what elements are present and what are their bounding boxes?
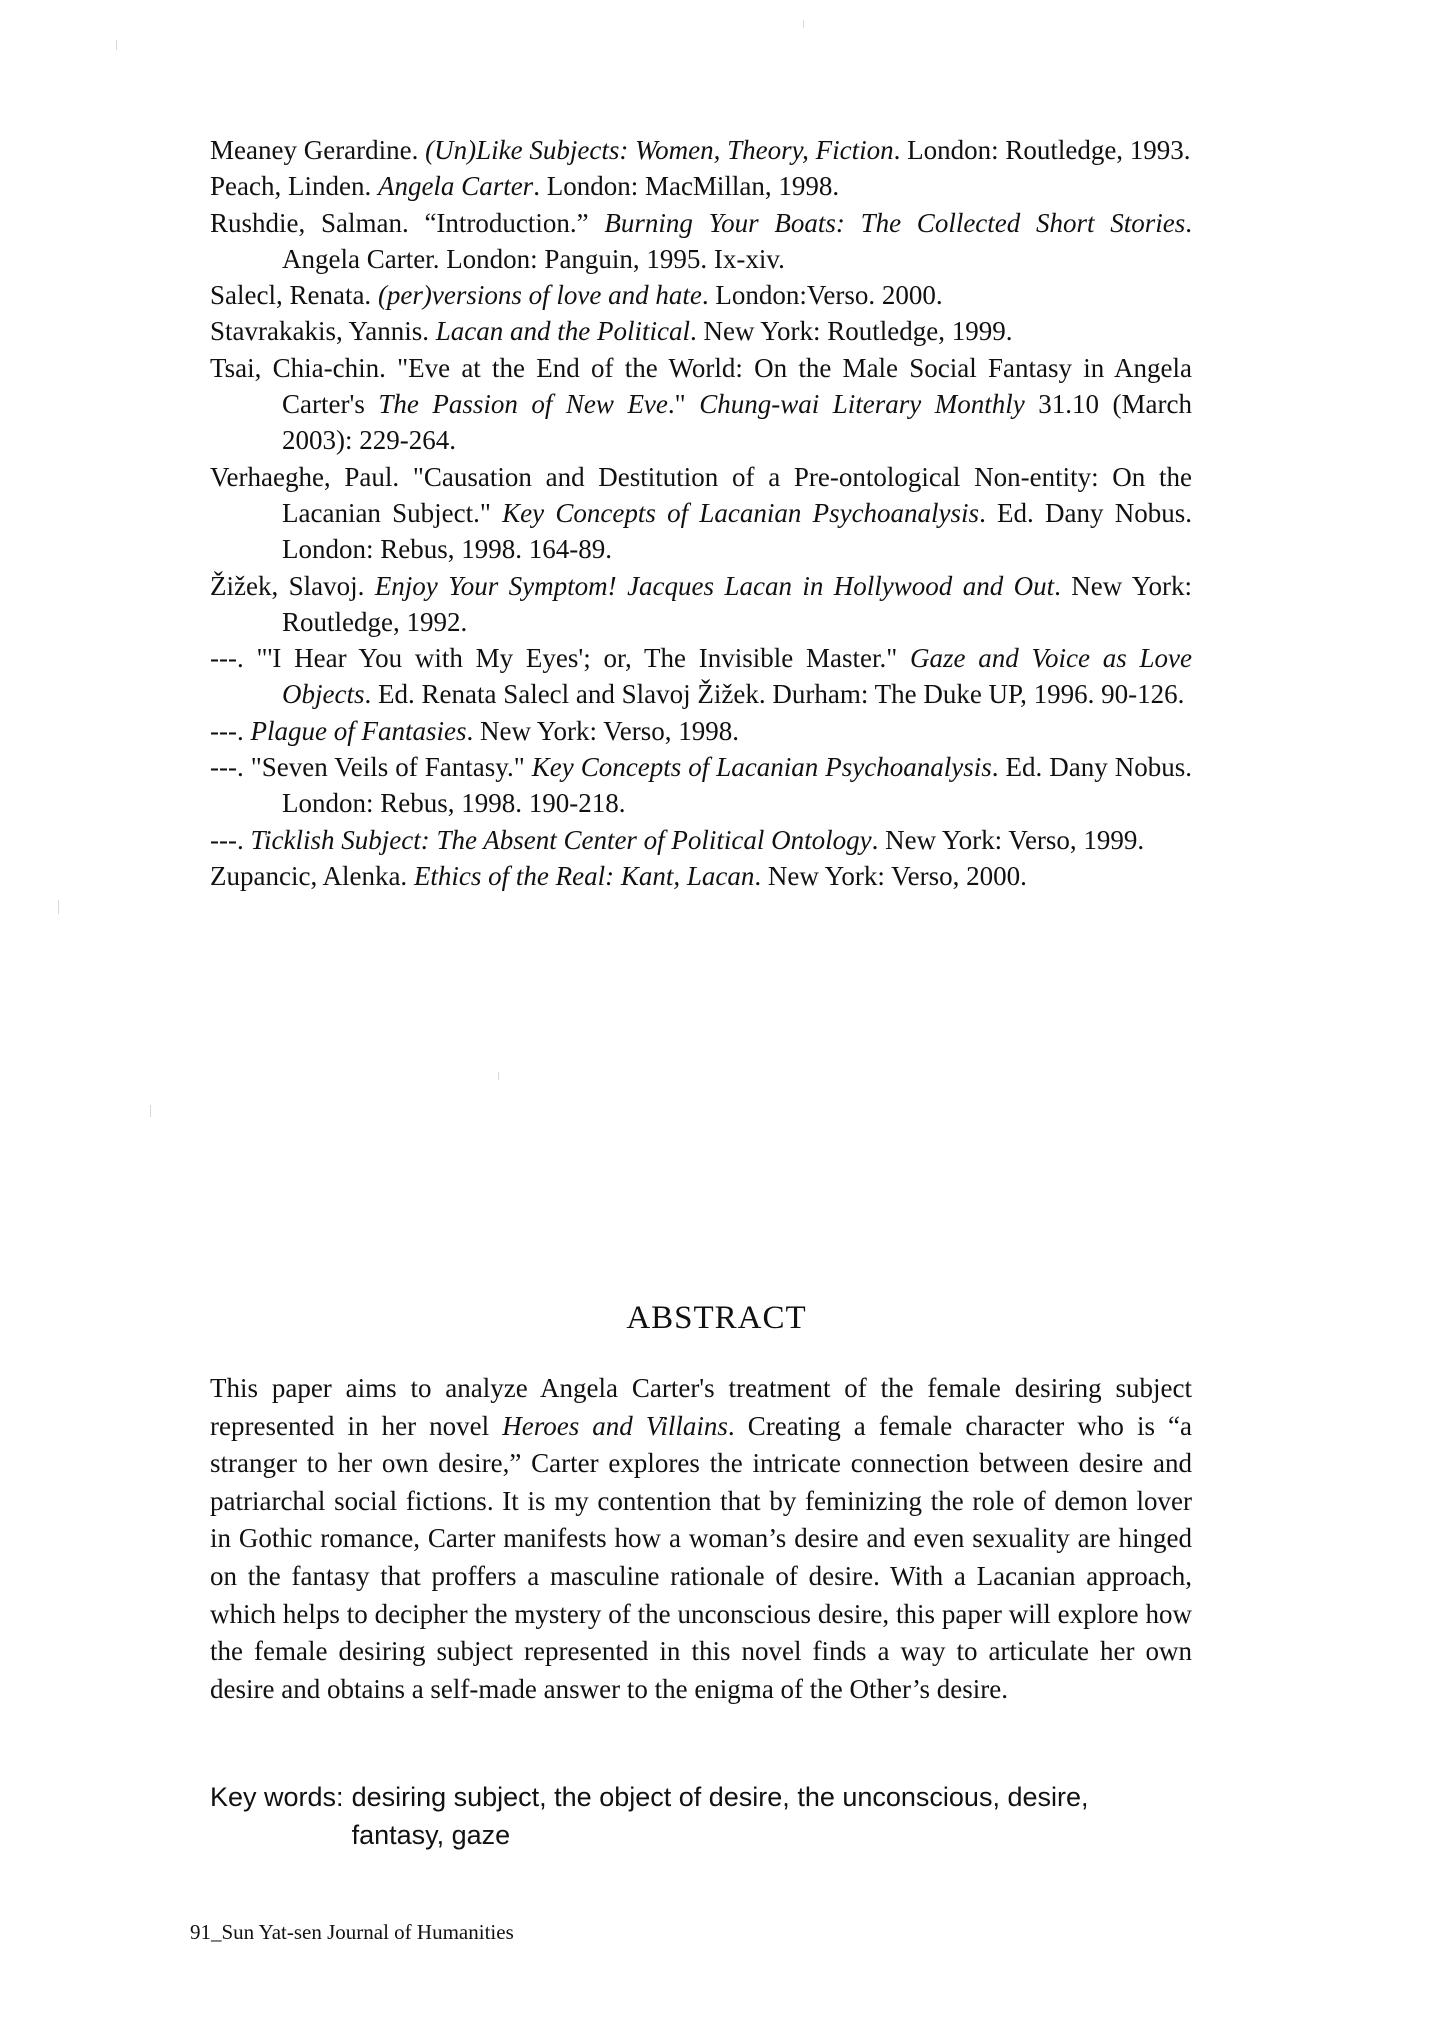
italic-text: (per)versions of love and hate xyxy=(377,280,702,311)
italic-text: Burning Your Boats: The Collected Short Stories xyxy=(604,207,1186,238)
italic-text: Lacan and the Political xyxy=(435,316,690,347)
reference-entry xyxy=(210,713,1192,749)
abstract-heading: ABSTRACT xyxy=(626,1300,807,1336)
italic-text: Key Concepts of Lacanian Psychoanalysis xyxy=(502,497,980,528)
text-run: Tsai, Chia-chin. "Eve at the End of the World: On the Male Social Fantasy in Angela Carter's xyxy=(210,352,1192,420)
text-run: . London: MacMillan, 1998. xyxy=(533,171,840,202)
text-run: . Ed. Renata Salecl and Slavoj Žižek. Durham: The Duke UP, 1996. 90-126. xyxy=(364,679,1185,710)
text-run: . New York: Verso, 1998. xyxy=(466,715,739,746)
italic-text: (Un)Like Subjects: Women, Theory, Fiction xyxy=(425,135,894,165)
text-run: . London:Verso. 2000. xyxy=(701,280,943,311)
text-run: ." xyxy=(667,389,700,420)
scan-speck xyxy=(803,20,804,28)
text-run: Salecl, Renata. xyxy=(210,280,378,311)
reference-entry xyxy=(210,749,1192,822)
reference-entry xyxy=(210,350,1192,459)
scan-speck xyxy=(498,1072,499,1080)
text-run: . Creating a female character who is “a stranger to her own desire,” Carter explores the intricate connection between desire and patriarchal social fictions. It is my contention that by feminizing the role of demon lover in Gothic romance, Carter manifests how a woman’s desire and even sexuality are hinged on the fantasy that proffers a masculine rationale of desire. With a Lacanian approach, which helps to decipher the mystery of the unconscious desire, this paper will explore how the female desiring subject represented in this novel finds a way to articulate her own desire and obtains a self-made answer to the enigma of the Other’s desire. xyxy=(210,1410,1193,1704)
italic-text: Chung-wai Literary Monthly xyxy=(699,389,1025,420)
keywords-label: Key words: xyxy=(210,1782,344,1812)
text-run: . New York: Verso, 1999. xyxy=(871,824,1145,855)
keywords-text: desiring subject, the object of desire, the unconscious, desire, fantasy, gaze xyxy=(351,1782,1089,1850)
text-run: ---. "'I Hear You with My Eyes'; or, The Invisible Master." xyxy=(210,643,910,674)
reference-entry xyxy=(210,277,1192,313)
italic-text: Angela Carter xyxy=(377,171,534,202)
text-run: . New York: Routledge, 1999. xyxy=(690,316,1013,347)
scan-speck xyxy=(58,900,59,914)
text-run: ---. "Seven Veils of Fantasy." xyxy=(210,752,532,783)
text-run: Meaney Gerardine. xyxy=(210,135,426,165)
scan-speck xyxy=(116,40,117,50)
text-run: Stavrakakis, Yannis. xyxy=(210,316,436,347)
scan-speck xyxy=(150,1105,151,1117)
italic-text: Plague of Fantasies xyxy=(250,715,467,746)
text-run: ---. xyxy=(210,715,251,746)
italic-text: Enjoy Your Symptom! Jacques Lacan in Hollywood and Out xyxy=(374,570,1055,601)
reference-entry xyxy=(210,822,1192,858)
italic-text: Heroes and Villains xyxy=(502,1410,728,1441)
italic-text: Ethics of the Real: Kant, Lacan xyxy=(413,860,755,891)
text-run: Rushdie, Salman. “Introduction.” xyxy=(210,207,605,238)
keywords-section xyxy=(210,1778,1210,1854)
reference-entry xyxy=(210,858,1192,894)
italic-text: The Passion of New Eve xyxy=(378,389,668,420)
text-run: 31.10 (March 2003): 229-264. xyxy=(282,389,1192,456)
text-run: . New York: Routledge, 1992. xyxy=(282,570,1192,637)
reference-entry xyxy=(210,168,1192,204)
text-run: . Ed. Dany Nobus. London: Rebus, 1998. 190-218. xyxy=(282,752,1193,819)
reference-entry xyxy=(210,568,1192,641)
reference-entry xyxy=(210,459,1192,568)
reference-entry xyxy=(210,205,1192,278)
text-run: Peach, Linden. xyxy=(210,171,378,202)
reference-entry xyxy=(210,132,1192,168)
page-footer: 91_Sun Yat-sen Journal of Humanities xyxy=(190,1920,514,1944)
reference-entry xyxy=(210,640,1192,713)
text-run: This paper aims to analyze Angela Carter's treatment of the female desiring subject represented in her novel xyxy=(210,1373,1192,1441)
text-run: . New York: Verso, 2000. xyxy=(754,860,1027,891)
text-run: Zupancic, Alenka. xyxy=(210,860,414,891)
italic-text: Key Concepts of Lacanian Psychoanalysis xyxy=(531,752,992,783)
text-run: . London: Routledge, 1993. xyxy=(893,135,1191,165)
reference-entry xyxy=(210,313,1192,349)
text-run: Žižek, Slavoj. xyxy=(210,570,375,601)
text-run: ---. xyxy=(210,824,251,855)
italic-text: Ticklish Subject: The Absent Center of Political Ontology xyxy=(250,824,872,855)
text-run: . Angela Carter. London: Panguin, 1995. Ix-xiv. xyxy=(282,207,1192,274)
text-run: Verhaeghe, Paul. "Causation and Destitution of a Pre-ontological Non-entity: On the Lacanian Subject." xyxy=(210,461,1192,528)
italic-text: Gaze and Voice as Love Objects xyxy=(282,643,1193,710)
text-run: . Ed. Dany Nobus. London: Rebus, 1998. 164-89. xyxy=(282,497,1193,565)
abstract-body xyxy=(210,1370,1192,1708)
reference-list xyxy=(210,132,1192,894)
